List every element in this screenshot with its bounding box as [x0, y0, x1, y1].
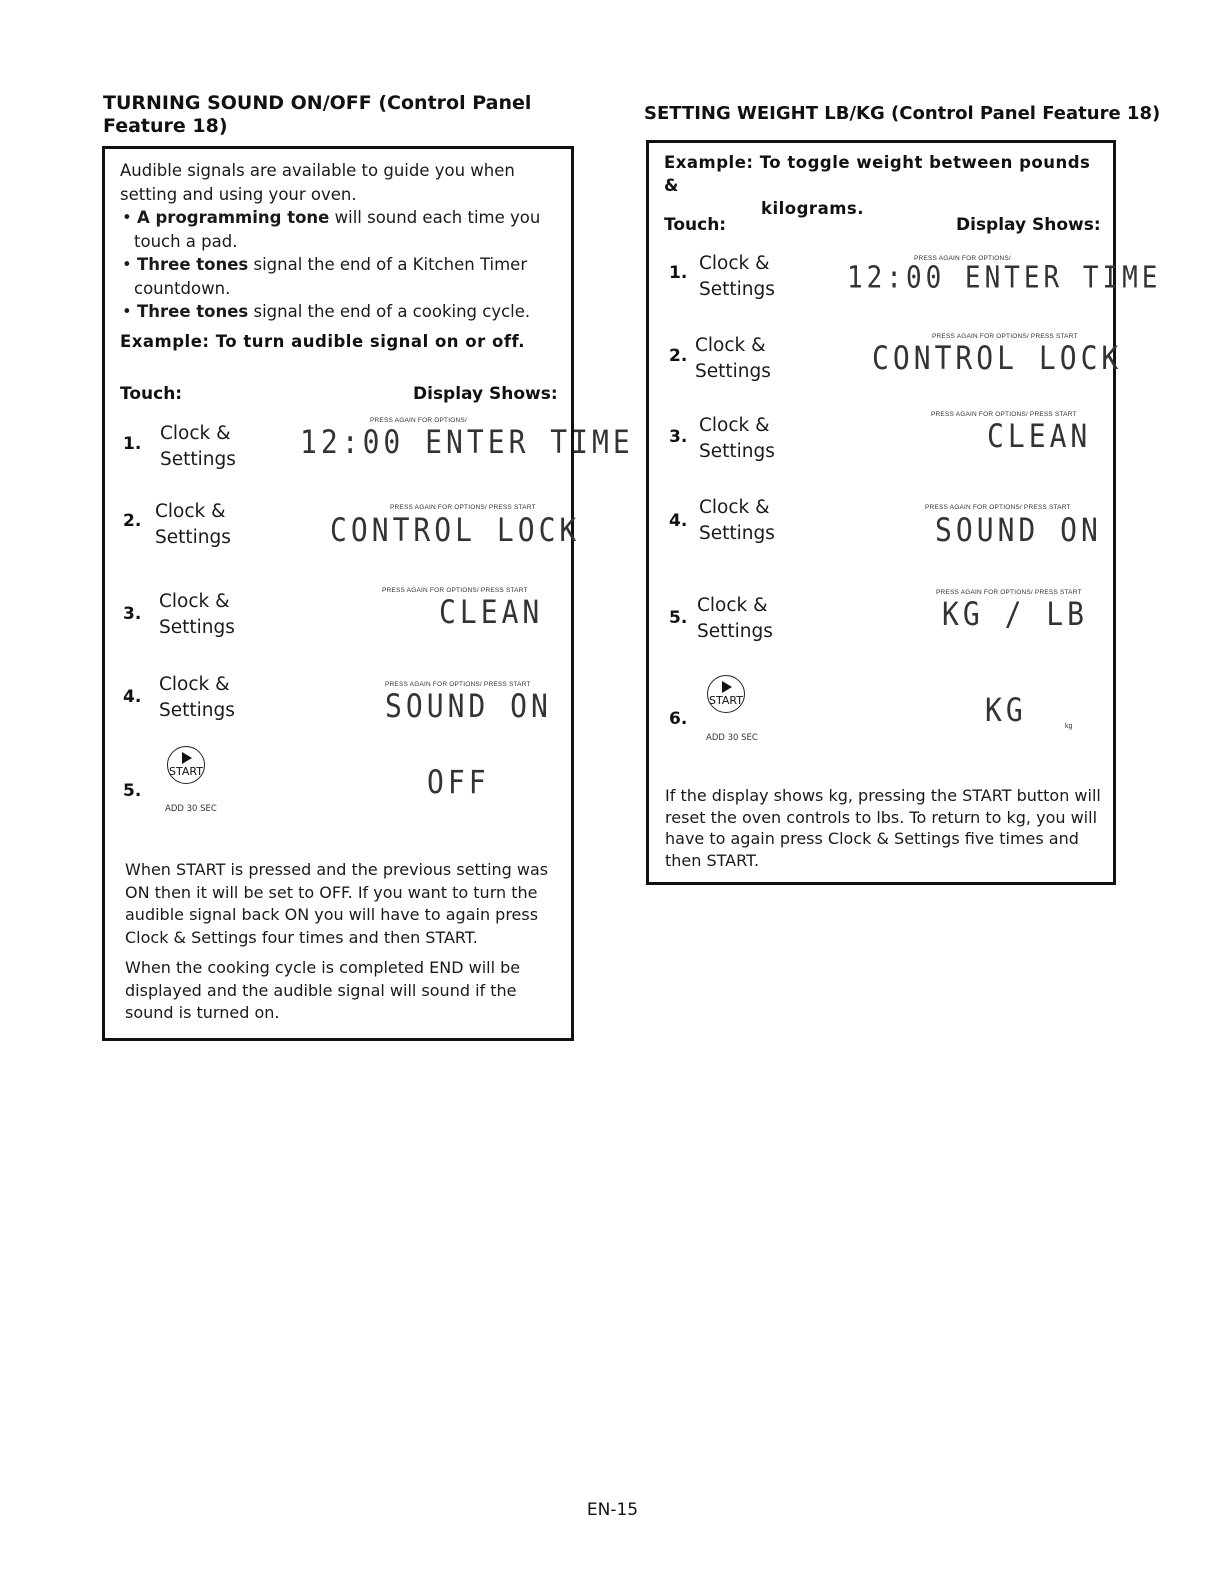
intro-text: Audible signals are available to guide you when setting and using your oven. — [120, 161, 515, 204]
press-again-caption: PRESS AGAIN FOR OPTIONS/ PRESS START — [382, 587, 528, 594]
touch-header: Touch: — [664, 215, 727, 235]
press-again-caption: PRESS AGAIN FOR OPTIONS/ PRESS START — [931, 411, 1077, 418]
intro-block — [120, 159, 560, 351]
step-number: 5. — [123, 781, 142, 801]
step-number: 3. — [669, 427, 688, 447]
clock-settings-label: Clock & Settings — [160, 423, 236, 470]
lcd-display: OFF — [427, 763, 490, 801]
lcd-display: 12:00 ENTER TIME — [300, 423, 634, 461]
clock-settings-label: Clock & Settings — [697, 595, 773, 642]
step-number: 3. — [123, 604, 142, 624]
left-section — [103, 92, 573, 138]
step-number: 1. — [669, 263, 688, 283]
sound-panel — [102, 146, 634, 1041]
section-title: SETTING WEIGHT LB/KG (Control Panel Feature 18) — [644, 103, 1161, 124]
lcd-display: KG / LB — [942, 595, 1089, 633]
step-number: 2. — [669, 346, 688, 366]
bullet-timer-tones: • Three tones signal the end of a Kitchen Timer countdown. — [122, 255, 528, 298]
note-text: When the cooking cycle is completed END will be displayed and the audible signal will sound if the sound is turned on. — [125, 958, 521, 1022]
lcd-display: CLEAN — [987, 417, 1092, 455]
add-30-sec-label: ADD 30 SEC — [165, 804, 217, 814]
lcd-display: CONTROL LOCK — [872, 339, 1123, 377]
display-header: Display Shows: — [413, 384, 558, 404]
press-again-caption: PRESS AGAIN FOR OPTIONS/ PRESS START — [936, 589, 1082, 596]
step-number: 5. — [669, 608, 688, 628]
step-number: 1. — [123, 434, 142, 454]
section-title: TURNING SOUND ON/OFF (Control Panel Feature 18) — [103, 92, 532, 137]
lcd-display: CLEAN — [439, 593, 544, 631]
bullet-programming-tone: • A programming tone will sound each time you touch a pad. — [122, 208, 541, 251]
clock-settings-label: Clock & Settings — [159, 591, 235, 638]
step-number: 4. — [669, 511, 688, 531]
kg-unit-indicator: kg — [1065, 723, 1073, 730]
press-again-caption: PRESS AGAIN FOR OPTIONS/ PRESS START — [925, 504, 1071, 511]
start-button-label: START — [169, 765, 203, 778]
clock-settings-label: Clock & Settings — [699, 497, 775, 544]
lcd-display: SOUND ON — [935, 511, 1102, 549]
display-header: Display Shows: — [956, 215, 1101, 235]
press-again-caption: PRESS AGAIN FOR OPTIONS/ PRESS START — [390, 504, 536, 511]
lcd-display: SOUND ON — [385, 687, 552, 725]
touch-header: Touch: — [120, 384, 183, 404]
page-number: EN-15 — [586, 1500, 639, 1520]
weight-panel — [646, 140, 1162, 885]
example-text: Example: To toggle weight between pounds & kilograms. — [664, 153, 1091, 218]
add-30-sec-label: ADD 30 SEC — [706, 733, 758, 743]
start-button-label: START — [709, 694, 743, 707]
play-icon — [722, 681, 732, 693]
clock-settings-label: Clock & Settings — [699, 253, 775, 300]
play-icon — [182, 752, 192, 764]
press-again-caption: PRESS AGAIN FOR OPTIONS/ PRESS START — [385, 681, 531, 688]
step-number: 6. — [669, 709, 688, 729]
press-again-caption: PRESS AGAIN FOR OPTIONS/ PRESS START — [932, 333, 1078, 340]
bullet-cooking-tones: • Three tones signal the end of a cooking cycle. — [122, 302, 531, 321]
clock-settings-label: Clock & Settings — [155, 501, 231, 548]
lcd-display: 12:00 ENTER TIME — [847, 261, 1162, 296]
lcd-display: CONTROL LOCK — [330, 511, 581, 549]
clock-settings-label: Clock & Settings — [699, 415, 775, 462]
step-number: 2. — [123, 511, 142, 531]
clock-settings-label: Clock & Settings — [159, 674, 235, 721]
note-text: When START is pressed and the previous setting was ON then it will be set to OFF. If you want to turn the audible signal back ON you will have to again press Clock & Settings four times and then START. — [125, 860, 549, 947]
example-text: Example: To turn audible signal on or off. — [120, 331, 526, 351]
start-button[interactable] — [707, 675, 745, 713]
press-again-caption: PRESS AGAIN FOR OPTIONS/ — [914, 255, 1011, 262]
clock-settings-label: Clock & Settings — [695, 335, 771, 382]
note-text: If the display shows kg, pressing the START button will reset the oven controls to lbs. To return to kg, you will have to again press Clock & Settings five times and then START. — [665, 786, 1101, 870]
step-number: 4. — [123, 687, 142, 707]
press-again-caption: PRESS AGAIN FOR OPTIONS/ — [370, 417, 467, 424]
start-button[interactable] — [167, 746, 205, 784]
lcd-display: KG — [985, 691, 1027, 729]
